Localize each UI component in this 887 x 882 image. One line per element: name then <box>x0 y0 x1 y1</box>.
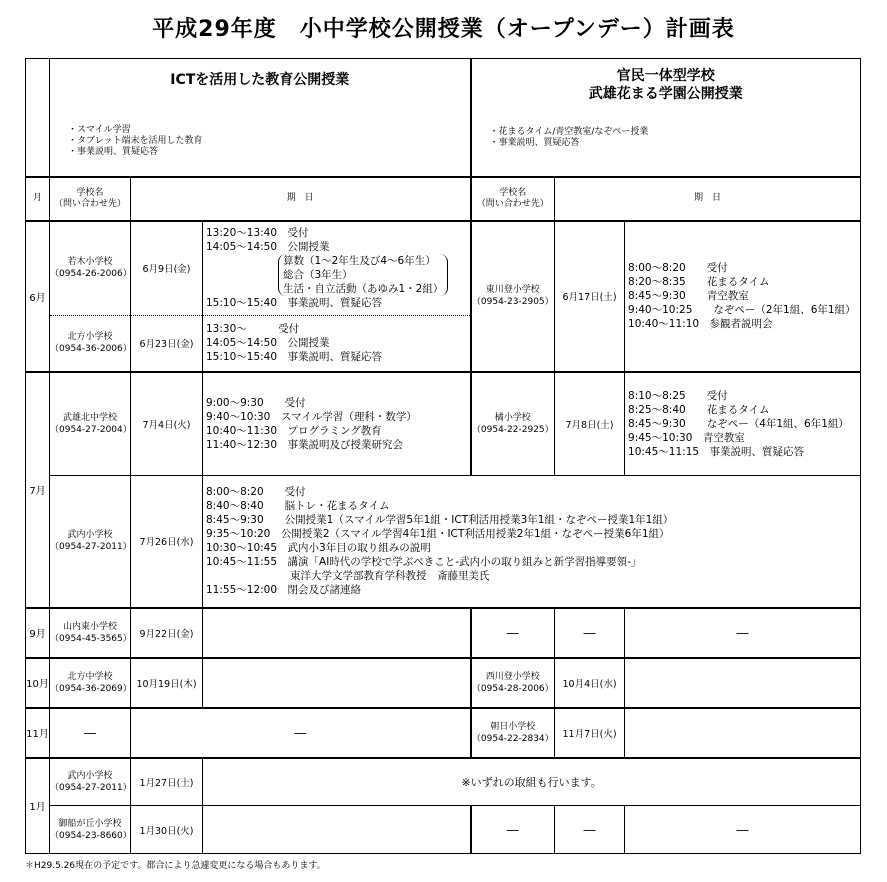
school-nishikawanobori <box>471 658 555 708</box>
schedule-line: 10:45～11:55 講演「AI時代の学校で学ぶべきこと-武内小の取り組みと新学習指導要領-」 <box>206 556 642 569</box>
school-name: 武内小学校 <box>67 770 113 781</box>
date-cell: 7月8日(土) <box>555 372 625 476</box>
school-higashikawanobori <box>471 221 555 372</box>
dash: ― <box>131 708 471 758</box>
school-name: 朝日小学校 <box>490 721 536 732</box>
footnote: ＊H29.5.26現在の予定です。都合により急遽変更になる場合もあります。 <box>25 861 326 871</box>
schedule-line: 9:45～10:30 青空教室 <box>628 431 745 444</box>
schedule-line: 9:00～9:30 受付 <box>206 396 306 409</box>
schedule-takeuchi <box>203 476 861 608</box>
month-january: 1月 <box>26 758 50 854</box>
date-cell: 11月7日(火) <box>555 708 625 758</box>
schedule-wakagi <box>203 221 471 316</box>
school-tel: （0954-22-2925） <box>471 424 554 435</box>
date-cell: 10月4日(水) <box>555 658 625 708</box>
schedule-line: 14:05～14:50 公開授業 <box>206 241 330 254</box>
schedule-kitagata <box>203 316 471 372</box>
schedule-line: 14:05～14:50 公開授業 <box>206 337 330 350</box>
school-tel: （0954-36-2006） <box>50 344 132 355</box>
schedule-line: 8:20～8:35 花まるタイム <box>628 276 770 288</box>
date-cell: 9月22日(金) <box>131 608 203 658</box>
school-tachibana <box>471 372 555 476</box>
schedule-line: 東洋大学文学部教育学科教授 斎藤里美氏 <box>206 570 490 583</box>
hanamaru-item: ・花まるタイム/青空教室/なぞぺー授業 <box>489 127 649 137</box>
both-programs-note: ※いずれの取組も行います。 <box>203 758 861 806</box>
month-july: 7月 <box>26 372 50 608</box>
school-wakagi <box>50 221 131 316</box>
schedule-line: 生活・自立活動（あゆみ1・2組） <box>283 283 444 296</box>
school-name: 北方中学校 <box>67 671 113 682</box>
schedule-line: 10:40～11:10 参観者説明会 <box>628 318 773 330</box>
empty-schedule <box>203 806 471 854</box>
school-name: 北方小学校 <box>67 332 113 343</box>
school-name: 若木小学校 <box>67 257 113 268</box>
schedule-line: 11:55～12:00 閉会及び諸連絡 <box>206 584 362 597</box>
hanamaru-section <box>471 59 861 177</box>
school-name: 東川登小学校 <box>485 285 540 295</box>
schedule-tachibana <box>625 372 861 476</box>
school-tel: （0954-27-2011） <box>50 782 132 793</box>
school-header-line1: 学校名 <box>499 187 527 198</box>
empty-schedule <box>625 708 861 758</box>
date-cell: 6月9日(金) <box>131 221 203 316</box>
month-june: 6月 <box>26 221 50 372</box>
dash: ― <box>471 806 555 854</box>
month-september: 9月 <box>26 608 50 658</box>
schedule-line: 8:10～8:25 受付 <box>628 389 728 402</box>
dash: ― <box>50 708 131 758</box>
month-october: 10月 <box>26 658 50 708</box>
schedule-line: 9:35～10:20 公開授業2（スマイル学習4年1組・ICT利活用授業2年1組・なぞペー授業6年1組） <box>206 528 670 541</box>
schedule-table <box>25 58 861 854</box>
school-name: 武雄北中学校 <box>62 412 117 423</box>
school-header-line2: （問い合わせ先） <box>53 198 126 209</box>
schedule-line: 算数（1～2年生及び4～6年生） <box>283 255 436 268</box>
hanamaru-title-1: 官民一体型学校 <box>616 68 715 84</box>
date-cell: 10月19日(木) <box>131 658 203 708</box>
date-cell: 6月23日(金) <box>131 316 203 372</box>
schedule-line: 15:10～15:40 事業説明、質疑応答 <box>206 297 383 310</box>
hanamaru-section-items <box>472 127 861 149</box>
school-takeuchi-jan <box>50 758 131 806</box>
month-header: 月 <box>26 177 50 221</box>
school-asahi <box>471 708 555 758</box>
school-tel: （0954-45-3565） <box>50 633 132 644</box>
school-tel: （0954-28-2006） <box>471 683 554 694</box>
schedule-line: 8:00～8:20 受付 <box>206 486 306 499</box>
schedule-line: 8:45～9:30 なぞペー（4年1組、6年1組） <box>628 417 849 430</box>
schedule-line: 8:40～8:40 脳トレ・花まるタイム <box>206 500 390 513</box>
school-tel: （0954-36-2069） <box>50 683 132 694</box>
schedule-line: 8:45～9:30 公開授業1（スマイル学習5年1組・ICT利活用授業3年1組・なぞペー授業1年1組） <box>206 514 674 527</box>
hanamaru-title-2: 武雄花まる学園公開授業 <box>588 86 743 102</box>
school-name: 武内小学校 <box>67 530 113 541</box>
school-yamauchihigashi <box>50 608 131 658</box>
date-header: 期 日 <box>131 177 471 221</box>
date-cell: 1月30日(火) <box>131 806 203 854</box>
ict-item: ・タブレット端末を活用した教育 <box>68 136 203 146</box>
empty-schedule <box>625 658 861 708</box>
school-tel: （0954-27-2004） <box>50 424 132 435</box>
dash: ― <box>555 806 625 854</box>
dash: ― <box>625 608 861 658</box>
schedule-line: 総合（3年生） <box>283 269 353 282</box>
school-name: 御船が丘小学校 <box>58 818 122 829</box>
school-kitagata-chu <box>50 658 131 708</box>
date-cell: 7月4日(火) <box>131 372 203 476</box>
empty-schedule <box>203 658 471 708</box>
ict-section-title: ICTを活用した教育公開授業 <box>170 72 350 88</box>
dash: ― <box>471 608 555 658</box>
ict-item: ・事業説明、質疑応答 <box>68 147 159 157</box>
school-tel: （0954-23-2905） <box>471 297 554 307</box>
school-header <box>471 177 555 221</box>
date-cell: 1月27日(土) <box>131 758 203 806</box>
school-name: 橘小学校 <box>494 412 531 423</box>
school-tel: （0954-27-2011） <box>50 542 132 553</box>
schedule-line: 11:40～12:30 事業説明及び授業研究会 <box>206 438 404 451</box>
blank-corner <box>26 59 50 177</box>
schedule-line: 8:45～9:30 青空教室 <box>628 290 749 302</box>
hanamaru-item: ・事業説明、質疑応答 <box>489 138 580 148</box>
school-tel: （0954-22-2834） <box>471 733 554 744</box>
date-header: 期 日 <box>555 177 861 221</box>
schedule-line: 10:30～10:45 武内小3年目の取り組みの説明 <box>206 542 431 555</box>
ict-section-items <box>50 125 470 158</box>
date-cell: 6月17日(土) <box>555 221 625 372</box>
month-november: 11月 <box>26 708 50 758</box>
date-cell: 7月26日(水) <box>131 476 203 608</box>
school-header <box>50 177 131 221</box>
subject-list <box>278 254 448 296</box>
schedule-line: 15:10～15:40 事業説明、質疑応答 <box>206 351 383 364</box>
school-tel: （0954-23-8660） <box>50 830 132 841</box>
schedule-line: 8:00～8:20 受付 <box>628 262 728 274</box>
schedule-higashikawanobori <box>625 221 861 372</box>
schedule-line: 8:25～8:40 花まるタイム <box>628 403 770 416</box>
school-kitagata <box>50 316 131 372</box>
schedule-line: 10:40～11:30 プログラミング教育 <box>206 424 382 437</box>
school-name: 山内東小学校 <box>62 621 117 632</box>
dash: ― <box>625 806 861 854</box>
school-takeokita <box>50 372 131 476</box>
schedule-line: 9:40～10:30 スマイル学習（理科・数学） <box>206 410 417 423</box>
schedule-line: 13:30～ 受付 <box>206 323 300 336</box>
school-header-line1: 学校名 <box>76 187 104 198</box>
dash: ― <box>555 608 625 658</box>
schedule-line: 9:40～10:25 なぞペー（2年1組、6年1組） <box>628 304 856 316</box>
empty-schedule <box>203 608 471 658</box>
schedule-takeokita <box>203 372 471 476</box>
ict-item: ・スマイル学習 <box>68 125 131 135</box>
school-mifunegaoka <box>50 806 131 854</box>
school-name: 西川登小学校 <box>485 671 540 682</box>
ict-section <box>50 59 471 177</box>
schedule-line: 10:45～11:15 事業説明、質疑応答 <box>628 445 805 458</box>
schedule-line: 13:20～13:40 受付 <box>206 227 309 240</box>
school-header-line2: （問い合わせ先） <box>476 198 549 209</box>
page-title: 平成29年度 小中学校公開授業（オープンデー）計画表 <box>152 17 735 42</box>
school-tel: （0954-26-2006） <box>50 269 132 280</box>
school-takeuchi <box>50 476 131 608</box>
